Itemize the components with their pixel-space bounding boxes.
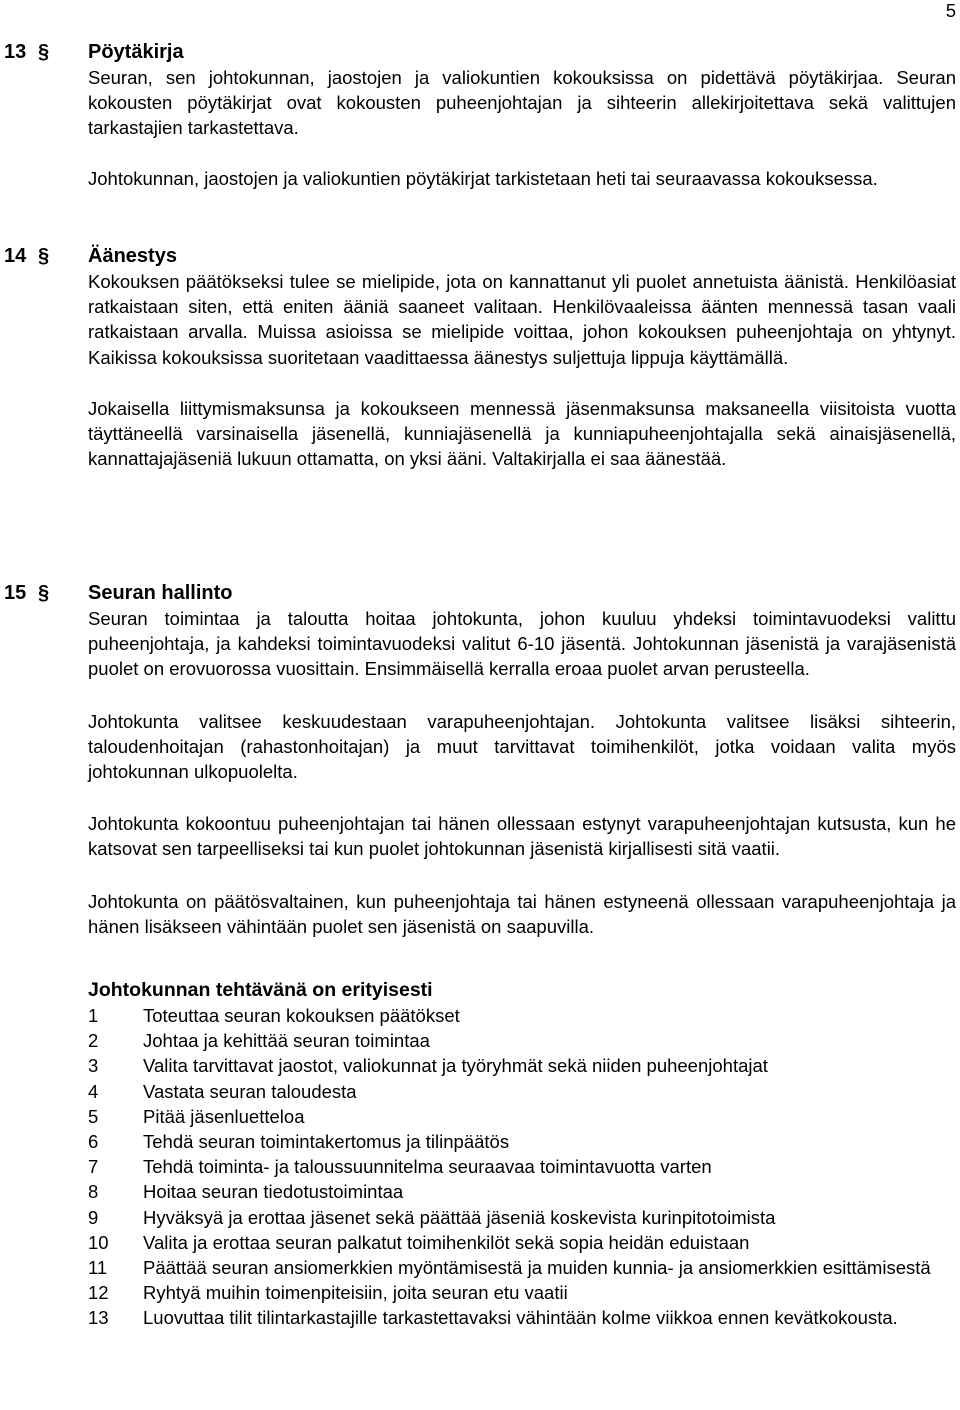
section-sign: §: [38, 41, 50, 63]
paragraph: Kokouksen päätökseksi tulee se mielipide, jota on kannattanut yli puolet annetuista äänistä. Henkilöasiat ratkaistaan siten, että eniten ääniä saaneet valitaan. Henkilövaaleissa äänten mennessä tasan vaali ratkaistaan arvalla. Muissa asioissa se mielipide voittaa, johon kokouksen puheenjohtaja on yhtynyt. Kaikissa kokouksissa suoritetaan vaadittaessa äänestys suljettuja lippuja käyttämällä.: [88, 271, 956, 368]
list-item: [0, 1079, 960, 1104]
section-sign: §: [38, 582, 50, 604]
section-number: 15: [4, 582, 27, 604]
section-title: Pöytäkirja: [88, 41, 184, 63]
list-item-number: 2: [88, 1030, 99, 1052]
list-item: [0, 1230, 960, 1255]
paragraph: Seuran toimintaa ja taloutta hoitaa johtokunta, johon kuuluu yhdeksi toimintavuodeksi valittu puheenjohtaja, ja kahdeksi toimintavuodeksi valitut 6-10 jäsentä. Johtokunnan jäsenistä ja varajäsenistä puolet on erovuorossa vuosittain. Ensimmäisellä kerralla eroaa puolet arvan perusteella.: [88, 608, 956, 680]
section-number: 14: [4, 245, 27, 267]
duties-list: [0, 1003, 960, 1331]
list-item-number: 7: [88, 1156, 99, 1178]
list-item: [0, 1129, 960, 1154]
list-item-text: Johtaa ja kehittää seuran toimintaa: [143, 1030, 430, 1052]
list-item: [0, 1003, 960, 1028]
list-item-text: Hoitaa seuran tiedotustoimintaa: [143, 1181, 404, 1203]
list-item-text: Valita tarvittavat jaostot, valiokunnat ja työryhmät sekä niiden puheenjohtajat: [143, 1055, 768, 1077]
list-item-number: 10: [88, 1231, 109, 1253]
list-item-number: 4: [88, 1080, 99, 1102]
list-item-number: 9: [88, 1206, 99, 1228]
list-item: [0, 1205, 960, 1230]
section-number: 13: [4, 41, 27, 63]
section-title: Seuran hallinto: [88, 582, 233, 604]
list-item: [0, 1104, 960, 1129]
section-13: [0, 39, 960, 191]
paragraph: Seuran, sen johtokunnan, jaostojen ja valiokuntien kokouksissa on pidettävä pöytäkirjaa. Seuran kokousten pöytäkirjat ovat kokousten puheenjohtajan ja sihteerin allekirjoitettava sekä valittujen tarkastajien tarkastettava.: [88, 67, 956, 139]
list-item-number: 3: [88, 1055, 99, 1077]
list-item-number: 1: [88, 1005, 99, 1027]
list-item-number: 8: [88, 1181, 99, 1203]
list-item-text: Hyväksyä ja erottaa jäsenet sekä päättää jäseniä koskevista kurinpitotoimista: [143, 1206, 776, 1228]
list-item: [0, 1305, 960, 1330]
paragraph: Johtokunnan, jaostojen ja valiokuntien pöytäkirjat tarkistetaan heti tai seuraavassa kokouksessa.: [88, 167, 878, 189]
list-item-text: Luovuttaa tilit tilintarkastajille tarkastettavaksi vähintään kolme viikkoa ennen kevätkokousta.: [143, 1307, 898, 1329]
list-item: [0, 1255, 960, 1280]
duties-heading: Johtokunnan tehtävänä on erityisesti: [88, 979, 433, 1002]
paragraph: Johtokunta valitsee keskuudestaan varapuheenjohtajan. Johtokunta valitsee lisäksi sihteerin, taloudenhoitajan (rahastonhoitajan) ja muut tarvittavat toimihenkilöt, jotka voidaan valita myös johtokunnan ulkopuolelta.: [88, 710, 956, 783]
list-item-text: Ryhtyä muihin toimenpiteisiin, joita seuran etu vaatii: [143, 1282, 568, 1304]
section-15: [0, 580, 960, 1331]
list-item-text: Vastata seuran taloudesta: [143, 1080, 357, 1102]
list-item: [0, 1053, 960, 1078]
list-item-number: 11: [88, 1257, 108, 1279]
paragraph: Jokaisella liittymismaksunsa ja kokoukseen mennessä jäsenmaksunsa maksaneella viisitoista vuotta täyttäneellä varsinaisella jäsenellä, kunniajäsenellä ja kunniapuheenjohtajalla sekä ainaisjäsenellä, kannattajajäseniä lukuun ottamatta, on yksi ääni. Valtakirjalla ei saa äänestää.: [88, 397, 956, 470]
list-item: [0, 1280, 960, 1305]
list-item-text: Tehdä seuran toimintakertomus ja tilinpäätös: [143, 1131, 510, 1153]
list-item-number: 5: [88, 1105, 99, 1127]
list-item: [0, 1028, 960, 1053]
section-heading: [0, 243, 960, 269]
section-sign: §: [38, 245, 50, 267]
list-item: [0, 1179, 960, 1204]
paragraph: Johtokunta on päätösvaltainen, kun puheenjohtaja tai hänen estyneenä ollessaan varapuheenjohtaja ja hänen lisäkseen vähintään puolet sen jäsenistä on saapuvilla.: [88, 890, 956, 937]
list-item-number: 12: [88, 1282, 109, 1304]
list-item-number: 13: [88, 1307, 109, 1329]
list-item-text: Päättää seuran ansiomerkkien myöntämisestä ja muiden kunnia- ja ansiomerkkien esittämisestä: [143, 1257, 931, 1279]
paragraph: Johtokunta kokoontuu puheenjohtajan tai hänen ollessaan estynyt varapuheenjohtajan kutsusta, kun he katsovat sen tarpeelliseksi tai kun puolet johtokunnan jäsenistä kirjallisesti sitä vaatii.: [88, 813, 956, 860]
list-item-text: Valita ja erottaa seuran palkatut toimihenkilöt sekä sopia heidän eduistaan: [143, 1231, 750, 1253]
page-number: 5: [945, 0, 956, 21]
list-item: [0, 1154, 960, 1179]
list-item-text: Pitää jäsenluetteloa: [143, 1105, 305, 1127]
section-title: Äänestys: [88, 245, 177, 267]
section-14: [0, 243, 960, 471]
list-item-text: Toteuttaa seuran kokouksen päätökset: [143, 1005, 460, 1027]
list-item-text: Tehdä toiminta- ja taloussuunnitelma seuraavaa toimintavuotta varten: [143, 1156, 712, 1178]
section-heading: [0, 580, 960, 606]
section-heading: [0, 39, 960, 65]
list-item-number: 6: [88, 1131, 99, 1153]
